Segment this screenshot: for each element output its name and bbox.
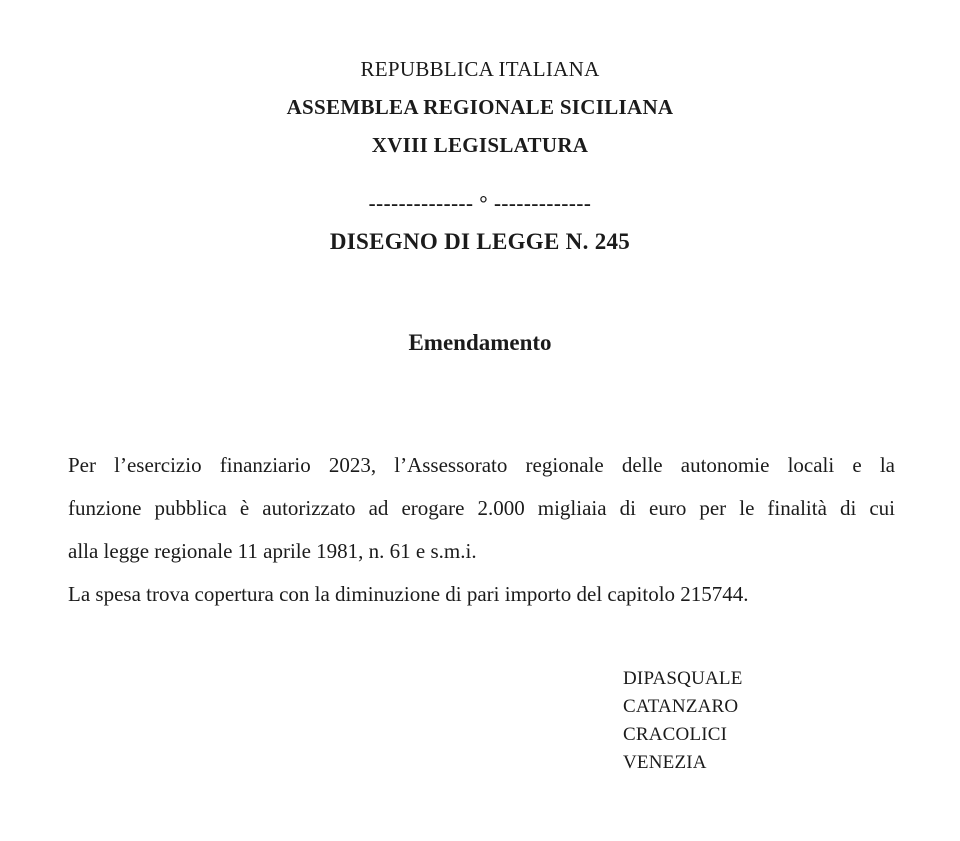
document-header bbox=[0, 50, 960, 164]
signature-name: CRACOLICI bbox=[623, 724, 728, 745]
legislature-title: XVIII LEGISLATURA bbox=[371, 133, 589, 157]
signature-block bbox=[623, 665, 743, 777]
body-line-2: funzione pubblica è autorizzato ad erogare 2.000 migliaia di euro per le finalità di cui bbox=[68, 496, 895, 520]
amendment-heading: Emendamento bbox=[408, 330, 552, 355]
signature-name: CATANZARO bbox=[623, 696, 739, 717]
assembly-title: ASSEMBLEA REGIONALE SICILIANA bbox=[286, 95, 674, 119]
bill-title: DISEGNO DI LEGGE N. 245 bbox=[329, 229, 631, 254]
body-line-1: Per l’esercizio finanziario 2023, l’Assessorato regionale delle autonomie locali e la bbox=[68, 453, 895, 477]
body-line-4: La spesa trova copertura con la diminuzione di pari importo del capitolo 215744. bbox=[68, 582, 749, 606]
signature-name: VENEZIA bbox=[623, 752, 707, 773]
signature-name: DIPASQUALE bbox=[623, 668, 743, 689]
amendment-body bbox=[68, 444, 895, 616]
body-line-3: alla legge regionale 11 aprile 1981, n. 61 e s.m.i. bbox=[68, 539, 477, 563]
dashed-separator: -------------- ° ------------- bbox=[368, 191, 592, 215]
republic-title: REPUBBLICA ITALIANA bbox=[360, 57, 600, 81]
